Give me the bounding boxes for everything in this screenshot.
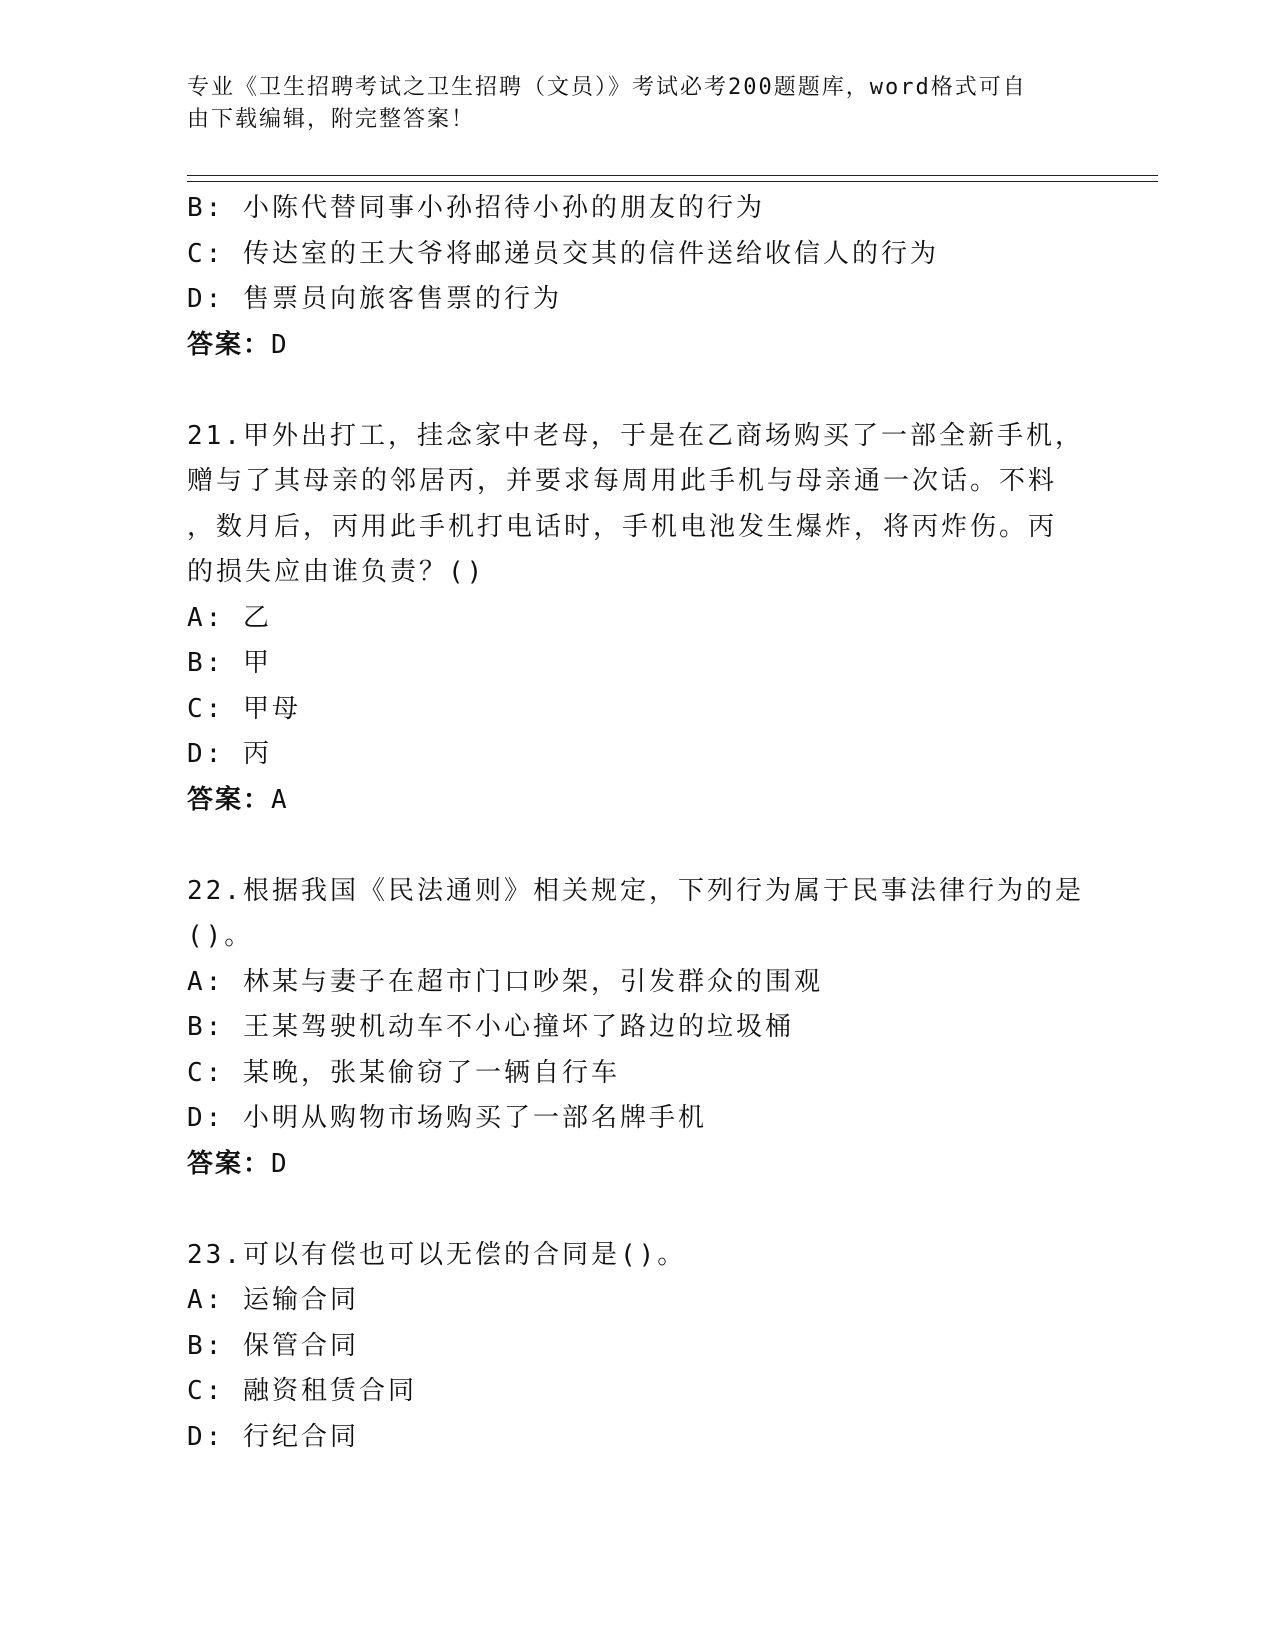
question-21 [187,414,1087,824]
answer-label: 答案： [187,784,272,815]
question-prev [187,186,1087,368]
question-text-line: 22.根据我国《民法通则》相关规定，下列行为属于民事法律行为的是 [187,875,1084,906]
option-c: C: 融资租赁合同 [187,1376,417,1406]
option-b: B: 小陈代替同事小孙招待小孙的朋友的行为 [187,193,765,223]
answer-value: D [271,1148,289,1179]
option-d: D: 丙 [187,739,272,769]
header-divider [187,175,1158,182]
option-d: D: 行纪合同 [187,1421,359,1452]
question-text-line: 的损失应由谁负责？() [187,557,486,587]
answer-value: D [271,329,289,360]
option-d: D: 小明从购物市场购买了一部名牌手机 [187,1103,707,1133]
answer-label: 答案： [187,1148,272,1179]
option-b: B: 甲 [187,648,272,678]
question-list [187,186,1087,1460]
option-a: A: 运输合同 [187,1285,359,1315]
question-text-line: ，数月后，丙用此手机打电话时，手机电池发生爆炸，将丙炸伤。丙 [187,511,1058,542]
option-b: B: 保管合同 [187,1330,359,1361]
option-a: A: 林某与妻子在超市门口吵架，引发群众的围观 [187,966,823,997]
question-text-line: 23.可以有偿也可以无偿的合同是()。 [187,1239,687,1270]
answer-value: A [271,784,289,815]
question-23 [187,1233,1087,1461]
option-c: C: 甲母 [187,693,301,724]
question-text-line: 赠与了其母亲的邻居丙，并要求每周用此手机与母亲通一次话。不料 [187,466,1058,496]
option-c: C: 某晚，张某偷窃了一辆自行车 [187,1057,620,1088]
question-22 [187,869,1087,1188]
answer-label: 答案： [187,329,272,360]
option-a: A: 乙 [187,602,272,633]
question-text-line: ()。 [187,921,254,951]
answer-line [187,778,1087,824]
answer-line [187,323,1087,369]
header-line-1: 专业《卫生招聘考试之卫生招聘（文员）》考试必考200题题库，word格式可自 [187,75,1027,100]
option-d: D: 售票员向旅客售票的行为 [187,284,562,314]
header-line-2: 由下载编辑，附完整答案！ [187,107,476,132]
answer-line [187,1142,1087,1188]
option-c: C: 传达室的王大爷将邮递员交其的信件送给收信人的行为 [187,238,939,269]
document-header [187,72,1087,136]
option-b: B: 王某驾驶机动车不小心撞坏了路边的垃圾桶 [187,1012,794,1042]
question-text-line: 21.甲外出打工，挂念家中老母，于是在乙商场购买了一部全新手机， [187,420,1084,451]
